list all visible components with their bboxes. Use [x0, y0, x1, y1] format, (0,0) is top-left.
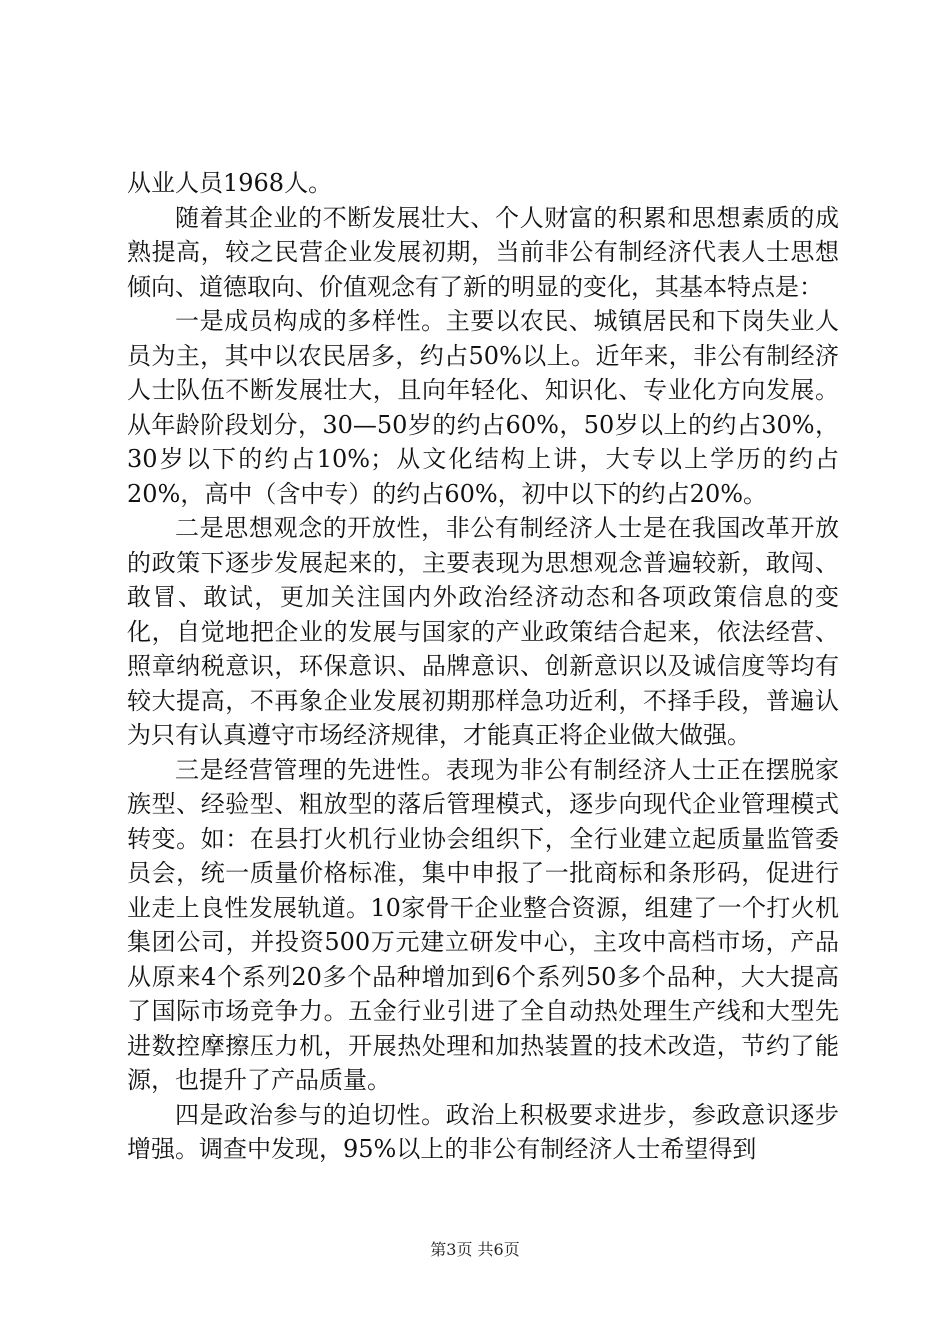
paragraph-point-one: 一是成员构成的多样性。主要以农民、城镇居民和下岗失业人员为主，其中以农民居多，约占50%以上。近年来，非公有制经济人士队伍不断发展壮大，且向年轻化、知识化、专业化方向发展。从年龄阶段划分，30—50岁的约占60%，50岁以上的约占30%，30岁以下的约占10%；从文化结构上讲，大专以上学历的约占20%，高中（含中专）的约占60%，初中以下的约占20%。	[127, 307, 839, 508]
paragraph-intro: 随着其企业的不断发展壮大、个人财富的积累和思想素质的成熟提高，较之民营企业发展初期，当前非公有制经济代表人士思想倾向、道德取向、价值观念有了新的明显的变化，其基本特点是：	[127, 203, 839, 301]
page-number-footer: 第3页 共6页	[430, 1240, 520, 1259]
paragraph-point-three: 三是经营管理的先进性。表现为非公有制经济人士正在摆脱家族型、经验型、粗放型的落后管理模式，逐步向现代企业管理模式转变。如：在县打火机行业协会组织下，全行业建立起质量监管委员会，统一质量价格标准，集中申报了一批商标和条形码，促进行业走上良性发展轨道。10家骨干企业整合资源，组建了一个打火机集团公司，并投资500万元建立研发中心，主攻中高档市场，产品从原来4个系列20多个品种增加到6个系列50多个品种，大大提高了国际市场竞争力。五金行业引进了全自动热处理生产线和大型先进数控摩擦压力机，开展热处理和加热装置的技术改造，节约了能源，也提升了产品质量。	[127, 755, 839, 1094]
paragraph-point-two: 二是思想观念的开放性，非公有制经济人士是在我国改革开放的政策下逐步发展起来的，主要表现为思想观念普遍较新，敢闯、敢冒、敢试，更加关注国内外政治经济动态和各项政策信息的变化，自觉地把企业的发展与国家的产业政策结合起来，依法经营、照章纳税意识，环保意识、品牌意识、创新意识以及诚信度等均有较大提高，不再象企业发展初期那样急功近利，不择手段，普遍认为只有认真遵守市场经济规律，才能真正将企业做大做强。	[127, 514, 839, 749]
paragraph-point-four: 四是政治参与的迫切性。政治上积极要求进步，参政意识逐步增强。调查中发现，95%以上的非公有制经济人士希望得到	[127, 1100, 839, 1163]
document-body	[127, 166, 839, 1167]
paragraph-continuation: 从业人员1968人。	[127, 169, 333, 197]
